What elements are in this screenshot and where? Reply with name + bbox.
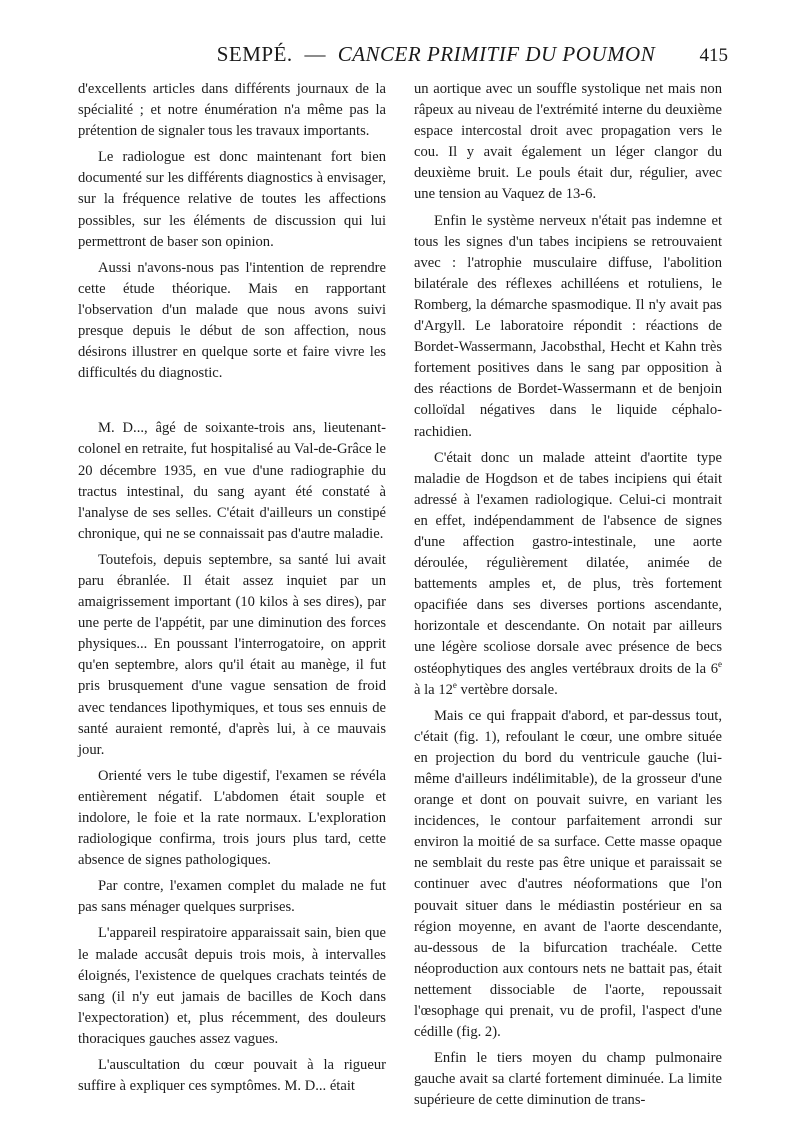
- running-title-subject: CANCER PRIMITIF DU POUMON: [337, 42, 656, 66]
- running-title: [176, 42, 696, 67]
- left-column: [78, 79, 386, 1102]
- paragraph: Par contre, l'examen complet du malade ne fut pas sans ménager quelques surprises.: [78, 878, 386, 916]
- paragraph-text: à la: [414, 681, 439, 698]
- paragraph: Enfin le tiers moyen du champ pulmonaire gauche avait sa clarté fortement diminuée. La limite supérieure de cette diminution de trans-: [414, 1050, 722, 1109]
- paragraph: [414, 448, 722, 701]
- paragraph: un aortique avec un souffle systolique net mais non râpeux au niveau de l'extrémité interne du deuxième espace intercostal droit avec propagation vers le cou. Il y avait également un léger clangor du deuxième bruit. Le pouls était dur, régulier, avec une tension au Vaquez de 13-6.: [414, 81, 722, 203]
- paragraph: Toutefois, depuis septembre, sa santé lui avait paru ébranlée. Il était assez inquiet par un amaigrissement important (10 kilos à ses dires), par une perte de l'appétit, par une diminution des forces physiques... En poussant l'interrogatoire, on apprit qu'en septembre, alors qu'il était au manège, il fut pris brusquement d'une vague sensation de froid avec tendances lipothymiques, et tous ses ennuis de santé auraient remonté, d'après lui, à ce mauvais jour.: [78, 551, 386, 758]
- running-title-author: SEMPÉ.: [216, 42, 293, 66]
- paragraph-text: vertèbre dorsale.: [456, 681, 558, 698]
- ordinal-superscript: e: [452, 679, 457, 690]
- paragraph: Orienté vers le tube digestif, l'examen se révéla entièrement négatif. L'abdomen était souple et indolore, le foie et la rate normaux. L'exploration radiologique confirma, trois jours plus tard, cette absence de signes pathologiques.: [78, 767, 386, 869]
- page-header: [80, 42, 728, 72]
- ordinal-superscript: e: [718, 658, 722, 669]
- paragraph: Aussi n'avons-nous pas l'intention de reprendre cette étude théorique. Mais en rapportant l'observation d'un malade que nous avons suivi presque depuis le début de son affection, nous désirons illustrer en quelque sorte et faire vivre les difficultés du diagnostic.: [78, 259, 386, 382]
- running-title-separator: —: [304, 42, 326, 66]
- page-number: 415: [699, 45, 728, 66]
- paragraph-text: C'était donc un malade atteint d'aortite type maladie de Hogdson et de tabes incipiens qui était adressé à l'examen radiologique. Celui-ci montrait en effet, indépendamment de l'absence de signes d'une affection gastro-intestinale, une aorte déroulée, régulièrement dilatée, animée de battements amples et, de plus, très fortement opacifiée dans ses diverses portions ascendante, horizontale et descendante. On notait par ailleurs une légère scoliose dorsale avec présence de becs ostéophytiques des angles vertébraux droits de la: [414, 449, 722, 677]
- paragraph: Le radiologue est donc maintenant fort bien documenté sur les différents diagnostics à envisager, sur la fréquence relative de toutes les affections possibles, sur les éléments de discussion qui lui permettront de baser son opinion.: [78, 149, 386, 250]
- paragraph: M. D..., âgé de soixante-trois ans, lieutenant-colonel en retraite, fut hospitalisé au Val-de-Grâce le 20 décembre 1935, en vue d'une radiographie du tractus intestinal, du sang ayant été constaté à l'analyse de ses selles. C'était d'ailleurs un constipé chronique, qui ne se connaissait pas d'autre maladie.: [78, 420, 386, 542]
- vertebra-number: 12: [438, 681, 453, 698]
- vertebra-number: 6: [710, 660, 718, 677]
- paragraph: L'auscultation du cœur pouvait à la rigueur suffire à expliquer ces symptômes. M. D... était: [78, 1057, 386, 1095]
- paragraph: Enfin le système nerveux n'était pas indemne et tous les signes d'un tabes incipiens se retrouvaient avec : l'atrophie musculaire diffuse, l'abolition bilatérale des réflexes achilléens et rotuliens, le Romberg, la démarche spasmodique. Il n'y avait pas d'Argyll. Le laboratoire répondit : réactions de Bordet-Wassermann, Jacobsthal, Hecht et Kahn très fortement positives dans le sang par opposition à des réactions de Bordet-Wassermann et de benjoin colloïdal négatives dans le liquide céphalo-rachidien.: [414, 212, 722, 440]
- right-column: [414, 79, 722, 1117]
- paragraph: Mais ce qui frappait d'abord, et par-dessus tout, c'était (fig. 1), refoulant le cœur, une ombre située en projection du bord du ventricule gauche (lui-même d'ailleurs indélimitable), de la grosseur d'une orange et dont on pouvait suivre, en variant les incidences, le contour parfaitement arrondi sur environ la moitié de sa surface. Cette masse opaque ne semblait du reste pas être unique et paraissait se continuer avec d'autres néoformations que l'on pouvait situer dans le médiastin postérieur en sa région moyenne, en avant de l'aorte descendante, au-dessous de la bifurcation trachéale. Cette néoproduction aux contours nets ne battait pas, était nettement dissociable de l'aorte, repoussait l'œsophage qui prenait, vu de profil, l'aspect d'une cédille (fig. 2).: [414, 707, 722, 1041]
- paragraph: L'appareil respiratoire apparaissait sain, bien que le malade accusât depuis trois mois, à intervalles éloignés, l'existence de quelques crachats teintés de sang (il n'y eut jamais de bacilles de Koch dans l'expectoration) et, plus récemment, des douleurs thoraciques gauches assez vagues.: [78, 925, 386, 1047]
- paragraph: d'excellents articles dans différents journaux de la spécialité ; et notre énumération n'a même pas la prétention de signaler tous les travaux importants.: [78, 81, 386, 140]
